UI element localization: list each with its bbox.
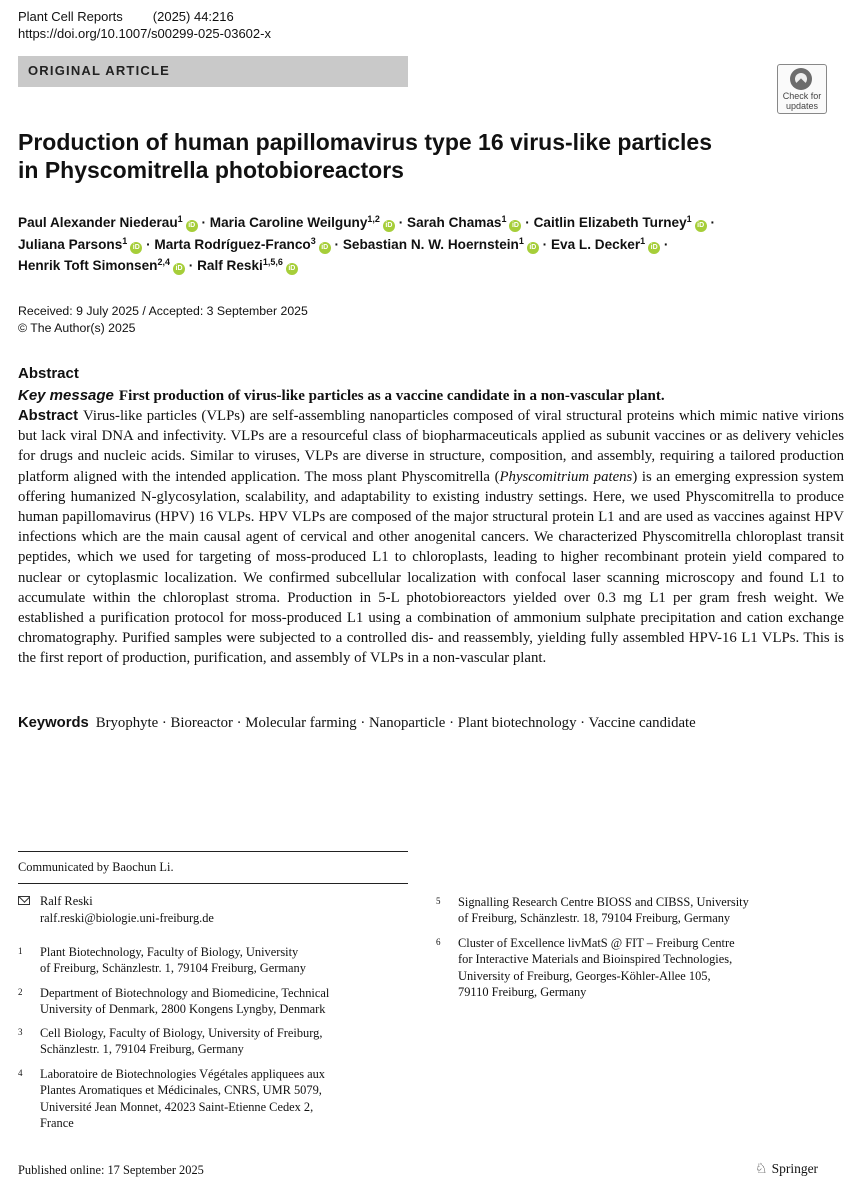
communicated-by: Communicated by Baochun Li.	[18, 860, 174, 874]
email-icon	[18, 896, 30, 905]
orcid-icon[interactable]: iD	[319, 242, 331, 254]
title-line-2: in Physcomitrella photobioreactors	[18, 157, 404, 183]
abstract-text-1: Virus-like particles (VLPs) are self-assembling nanoparticles composed of viral structural proteins which mimic native virions but lack viral DNA and infectivity. VLPs are a resourceful class of biopharmaceuticals applied as subunit vaccines or as delivery vehicles for drugs and nucleic acids. Similar to viruses, VLPs are diverse in structure, composition, and assembly, requiring a tailored production platform aligned with the intended application. The moss plant Physcomitrella (	[18, 408, 844, 485]
orcid-icon[interactable]: iD	[527, 242, 539, 254]
separator: ·	[201, 215, 206, 230]
affiliation	[18, 944, 418, 977]
affiliation-number: 4	[18, 1068, 23, 1078]
orcid-icon[interactable]: iD	[173, 263, 185, 275]
orcid-icon[interactable]: iD	[286, 263, 298, 275]
affiliation	[18, 985, 418, 1018]
article-type-banner	[18, 56, 408, 87]
author-affiliation-sup: 1	[686, 214, 692, 224]
orcid-icon[interactable]: iD	[186, 220, 198, 232]
orcid-icon[interactable]: iD	[383, 220, 395, 232]
affiliation-number: 3	[18, 1027, 23, 1037]
copyright: © The Author(s) 2025	[18, 321, 136, 335]
separator: ·	[398, 215, 404, 230]
affiliation-number: 2	[18, 987, 23, 997]
check-updates-line1: Check for	[782, 91, 822, 101]
author-affiliation-sup: 1,2	[367, 214, 380, 224]
author[interactable]: Marta Rodríguez-Franco$^3$iD	[154, 237, 330, 252]
species-name: Physcomitrium patens	[499, 468, 633, 485]
affiliation-text: Signalling Research Centre BIOSS and CIBSS, University of Freiburg, Schänzlestr. 18, 79104 Freiburg, Germany	[458, 895, 749, 926]
separator: ·	[334, 236, 340, 252]
author[interactable]: Sebastian N. W. Hoernstein$^1$iD	[343, 237, 539, 252]
bookmark-icon	[790, 68, 812, 90]
abstract-label: Abstract	[18, 408, 79, 424]
separator: ·	[146, 236, 151, 252]
received-accepted: Received: 9 July 2025 / Accepted: 3 September 2025	[18, 304, 308, 318]
check-updates-line2: updates	[785, 100, 819, 111]
footnote-divider	[18, 851, 408, 852]
affiliation-text: Cell Biology, Faculty of Biology, University of Freiburg, Schänzlestr. 1, 79104 Freiburg, Germany	[40, 1026, 323, 1057]
doi-link[interactable]: https://doi.org/10.1007/s00299-025-03602-x	[18, 26, 271, 41]
publisher-logo	[755, 1161, 818, 1178]
article-type-label: ORIGINAL ARTICLE	[28, 63, 170, 78]
separator: ·	[542, 236, 548, 252]
abstract-heading: Abstract	[18, 365, 79, 382]
springer-horse-icon: ♘	[755, 1162, 768, 1177]
key-message-label: Key message	[18, 387, 114, 404]
author-affiliation-sup: 1	[640, 235, 646, 246]
author[interactable]: Maria Caroline Weilguny$^{1,2}$iD	[210, 215, 395, 230]
footnote-divider	[18, 883, 408, 884]
corresponding-email[interactable]: ralf.reski@biologie.uni-freiburg.de	[40, 910, 214, 925]
author[interactable]: Henrik Toft Simonsen$^{2,4}$iD	[18, 258, 185, 273]
affiliation	[18, 1025, 418, 1058]
abstract-text-2: ) is an emerging expression system offering humanized N-glycosylation, scalability, and adaptability to existing industry settings. Here, we used Physcomitrella to produce human papillomavirus (HPV) 16 VLPs. HPV VLPs are composed of the major structural protein L1 and are used as vaccines against HPV infections which are the main causal agent of cervical and other anogenital cancers. We characterized Physcomitrella chloroplast transit peptides, which we used for targeting of moss-produced L1 to chloroplasts, leading to higher recombinant protein yield compared to nuclear or cytoplasmic localization. We confirmed subcellular localization with confocal laser scanning microscopy and found L1 to accumulate within the chloroplast stroma. Production in 5-L photobioreactors yielded over 0.3 mg L1 per gram fresh weight. We established a purification protocol for moss-produced L1 using a combination of ammonium sulphate precipitation and cation exchange chromatography. Purified samples were subjected to a controlled dis- and reassembly, yielding fully assembled HPV-16 L1 VLPs. This is the first report of production, purification, and assembly of VLPs in a non-vascular plant.	[18, 468, 844, 667]
journal-volume: (2025) 44:216	[152, 9, 234, 24]
publisher-name: Springer	[771, 1161, 819, 1176]
affiliation	[436, 894, 846, 927]
abstract-body	[18, 406, 844, 669]
affiliation-number: 5	[436, 896, 441, 906]
affiliation	[436, 935, 846, 1000]
key-message-text: First production of virus-like particles as a vaccine candidate in a non-vascular plant.	[118, 388, 665, 404]
keywords	[18, 713, 696, 733]
author-affiliation-sup: 1	[122, 235, 128, 246]
author[interactable]: Caitlin Elizabeth Turney$^1$iD	[534, 215, 707, 230]
journal-name: Plant Cell Reports	[18, 9, 123, 24]
affiliation-text: Cluster of Excellence livMatS @ FIT – Freiburg Centre for Interactive Materials and Bioinspired Technologies, University of Freiburg, Georges-Köhler-Allee 105, 79110 Freiburg, Germany	[458, 936, 735, 999]
affiliation	[18, 1066, 418, 1131]
separator: ·	[188, 258, 194, 273]
affiliation-number: 6	[436, 937, 441, 947]
author[interactable]: Juliana Parsons$^1$iD	[18, 237, 142, 252]
key-message	[18, 386, 848, 406]
author[interactable]: Eva L. Decker$^1$iD	[551, 237, 660, 252]
author-affiliation-sup: 1	[177, 214, 183, 224]
check-for-updates-button[interactable]	[777, 64, 827, 114]
corresponding-name: Ralf Reski	[40, 894, 93, 908]
author-affiliation-sup: 1	[501, 214, 507, 224]
title-line-1: Production of human papillomavirus type 16 virus-like particles	[18, 129, 713, 155]
article-title	[18, 128, 778, 184]
separator: ·	[710, 215, 715, 230]
author[interactable]: Paul Alexander Niederau$^1$iD	[18, 215, 198, 230]
affiliation-text: Plant Biotechnology, Faculty of Biology, University of Freiburg, Schänzlestr. 1, 79104 Freiburg, Germany	[40, 945, 306, 976]
orcid-icon[interactable]: iD	[509, 220, 521, 232]
published-online: Published online: 17 September 2025	[18, 1163, 204, 1177]
orcid-icon[interactable]: iD	[648, 242, 660, 254]
author-affiliation-sup: 1	[518, 235, 524, 246]
affiliation-text: Laboratoire de Biotechnologies Végétales appliquees aux Plantes Aromatiques et Médicinales, CNRS, UMR 5079, Université Jean Monnet, 42023 Saint-Etienne Cedex 2, France	[40, 1067, 326, 1130]
article-dates	[18, 303, 308, 337]
keywords-label: Keywords	[18, 715, 89, 731]
keywords-list: Bryophyte · Bioreactor · Molecular farming · Nanoparticle · Plant biotechnology · Vaccine candidate	[95, 715, 696, 731]
orcid-icon[interactable]: iD	[695, 220, 707, 232]
author-affiliation-sup: 2,4	[157, 257, 170, 267]
author[interactable]: Ralf Reski$^{1,5,6}$iD	[197, 258, 298, 273]
separator: ·	[525, 215, 530, 230]
affiliation-text: Department of Biotechnology and Biomedicine, Technical University of Denmark, 2800 Kongens Lyngby, Denmark	[40, 986, 330, 1017]
orcid-icon[interactable]: iD	[130, 242, 142, 254]
journal-header	[18, 8, 271, 42]
author-affiliation-sup: 3	[310, 235, 316, 246]
author-list	[18, 212, 848, 277]
affiliation-number: 1	[18, 946, 23, 956]
author[interactable]: Sarah Chamas$^1$iD	[407, 215, 521, 230]
separator: ·	[663, 236, 669, 252]
author-affiliation-sup: 1,5,6	[262, 257, 283, 267]
